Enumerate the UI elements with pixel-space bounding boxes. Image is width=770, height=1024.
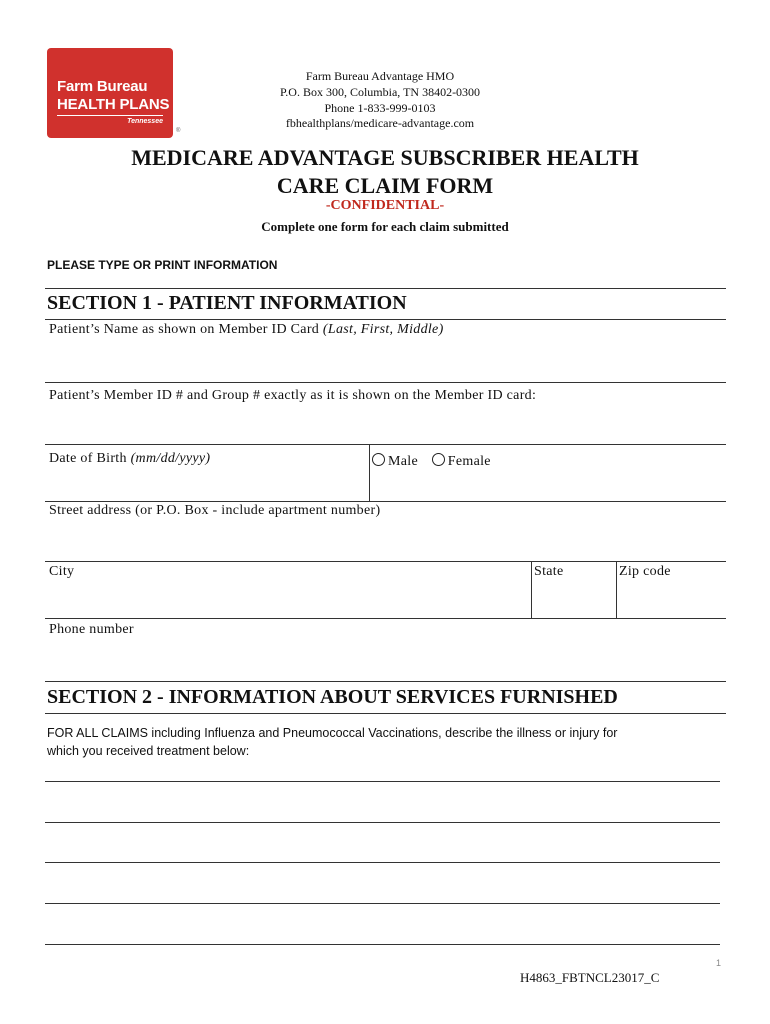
section2-instructions-line1: FOR ALL CLAIMS including Influenza and Pneumococcal Vaccinations, describe the illness or injury for xyxy=(47,726,618,740)
header-web: fbhealthplans/medicare-advantage.com xyxy=(285,116,475,130)
print-instruction: PLEASE TYPE OR PRINT INFORMATION xyxy=(47,258,278,272)
patient-name-label: Patient’s Name as shown on Member ID Card xyxy=(49,322,320,337)
member-id-label: Patient’s Member ID # and Group # exactly as it is shown on the Member ID card: xyxy=(49,388,537,403)
trademark-mark: ® xyxy=(176,128,181,134)
male-radio[interactable] xyxy=(372,454,418,469)
section1-top-rule xyxy=(45,288,726,289)
section2-instructions-line2: which you received treatment below: xyxy=(47,744,250,758)
logo-line3: Tennessee xyxy=(127,118,163,125)
female-radio[interactable] xyxy=(432,454,491,469)
patient-name-hint: (Last, First, Middle) xyxy=(322,322,444,337)
treatment-description-line[interactable] xyxy=(45,781,720,782)
column-divider xyxy=(369,445,370,501)
section1-heading: SECTION 1 - PATIENT INFORMATION xyxy=(47,292,407,314)
zip-code-label: Zip code xyxy=(619,564,671,579)
treatment-description-line[interactable] xyxy=(45,822,720,823)
street-address-label: Street address (or P.O. Box - include apartment number) xyxy=(49,503,381,518)
column-divider xyxy=(531,562,532,618)
zip-code-field[interactable] xyxy=(619,564,671,580)
logo-divider xyxy=(57,115,163,116)
form-code: H4863_FBTNCL23017_C xyxy=(520,970,660,985)
section2-top-rule xyxy=(45,681,726,682)
logo-line2: HEALTH PLANS xyxy=(57,96,170,113)
row-rule xyxy=(45,501,726,502)
row-rule xyxy=(45,382,726,383)
header-phone: Phone 1-833-999-0103 xyxy=(324,101,436,115)
male-label: Male xyxy=(388,454,418,469)
street-address-field[interactable] xyxy=(49,503,380,519)
treatment-description-line[interactable] xyxy=(45,903,720,904)
section2-heading: SECTION 2 - INFORMATION ABOUT SERVICES FURNISHED xyxy=(47,686,618,708)
dob-label: Date of Birth xyxy=(49,451,127,466)
patient-name-field[interactable] xyxy=(49,322,444,338)
confidential-label: -CONFIDENTIAL- xyxy=(325,198,445,213)
column-divider xyxy=(616,562,617,618)
header-org: Farm Bureau Advantage HMO xyxy=(305,69,455,83)
state-field[interactable] xyxy=(534,564,564,580)
radio-circle-icon xyxy=(432,453,445,466)
section1-heading-rule xyxy=(45,319,726,320)
dob-field[interactable] xyxy=(49,451,210,467)
treatment-description-line[interactable] xyxy=(45,862,720,863)
form-title-line1: MEDICARE ADVANTAGE SUBSCRIBER HEALTH xyxy=(131,145,639,170)
row-rule xyxy=(45,618,726,619)
city-label: City xyxy=(49,564,75,579)
radio-circle-icon xyxy=(372,453,385,466)
female-label: Female xyxy=(447,454,491,469)
form-title-line2: CARE CLAIM FORM xyxy=(276,173,494,198)
state-label: State xyxy=(534,564,564,579)
treatment-description-line[interactable] xyxy=(45,944,720,945)
member-id-field[interactable] xyxy=(49,388,536,404)
form-subtitle: Complete one form for each claim submitted xyxy=(261,219,509,234)
header-address: P.O. Box 300, Columbia, TN 38402-0300 xyxy=(279,85,481,99)
farm-bureau-logo xyxy=(47,48,173,138)
city-field[interactable] xyxy=(49,564,74,580)
section2-instructions xyxy=(47,724,707,760)
phone-number-field[interactable] xyxy=(49,622,134,638)
section2-heading-rule xyxy=(45,713,726,714)
page-number: 1 xyxy=(716,958,722,968)
gender-options xyxy=(372,453,491,470)
logo-line1: Farm Bureau xyxy=(57,78,148,95)
row-rule xyxy=(45,444,726,445)
dob-hint: (mm/dd/yyyy) xyxy=(130,451,211,466)
row-rule xyxy=(45,561,726,562)
phone-number-label: Phone number xyxy=(49,622,134,637)
